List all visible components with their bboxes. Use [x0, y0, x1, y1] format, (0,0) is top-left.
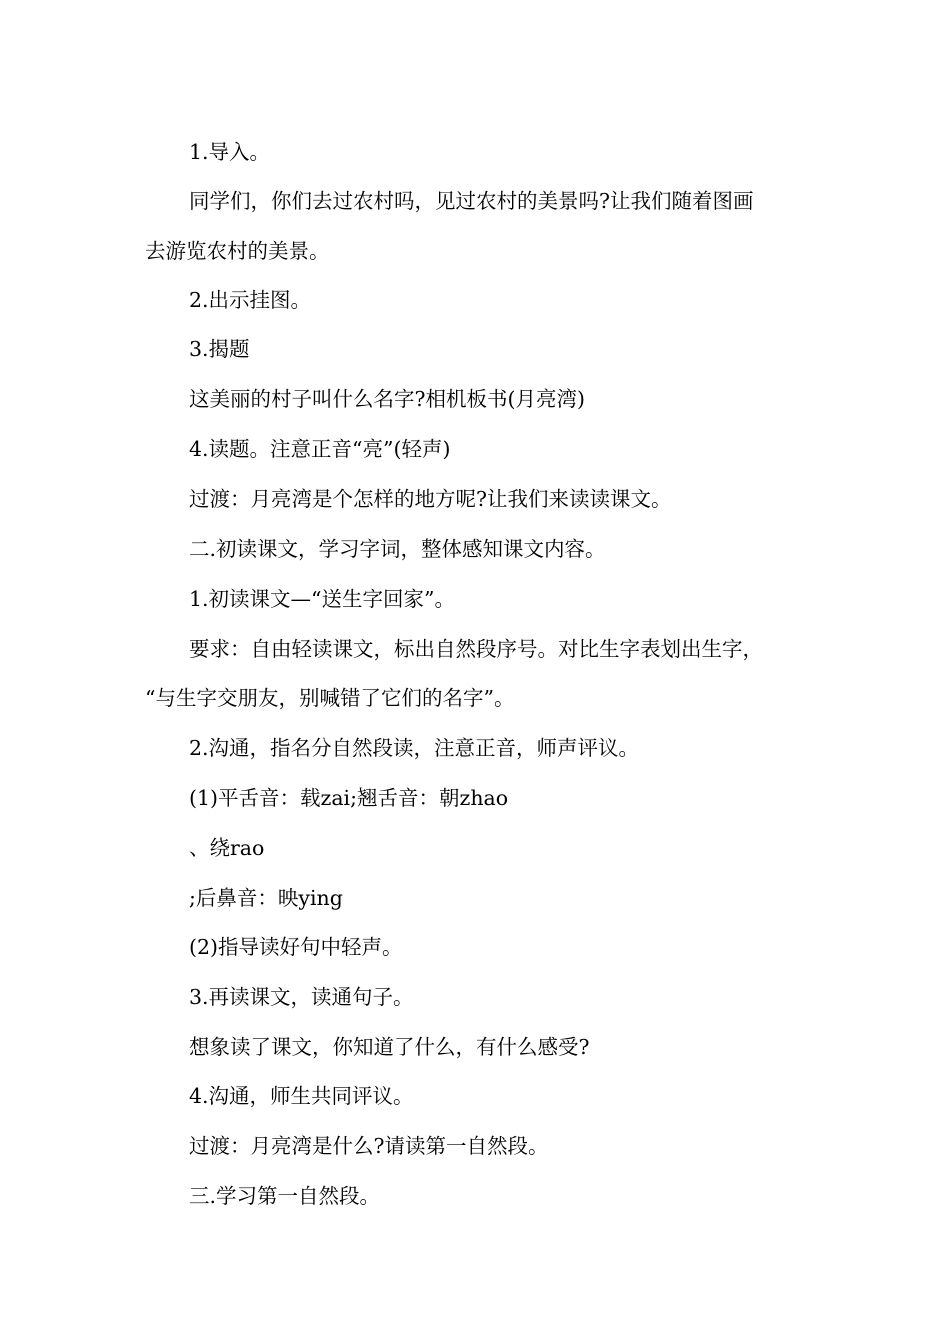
paragraph-line: 2.出示挂图。 [189, 288, 312, 312]
paragraph-line: 过渡：月亮湾是什么?请读第一自然段。 [189, 1134, 549, 1158]
paragraph-line: 同学们，你们去过农村吗，见过农村的美景吗?让我们随着图画 [189, 189, 754, 213]
paragraph-line: 1.初读课文—“送生字回家”。 [189, 587, 456, 611]
paragraph-line: (1)平舌音：载zai;翘舌音：朝zhao [189, 786, 509, 810]
paragraph-line: 三.学习第一自然段。 [189, 1184, 381, 1208]
paragraph-line: (2)指导读好句中轻声。 [189, 935, 403, 959]
paragraph-line: 4.沟通，师生共同评议。 [189, 1084, 414, 1108]
paragraph-line: 二.初读课文，学习字词，整体感知课文内容。 [189, 537, 606, 561]
paragraph-line: 想象读了课文，你知道了什么，有什么感受? [189, 1035, 590, 1059]
paragraph-line: 3.揭题 [189, 337, 250, 361]
paragraph-line: 这美丽的村子叫什么名字?相机板书(月亮湾) [189, 387, 585, 411]
paragraph-line: 4.读题。注意正音“亮”(轻声) [189, 437, 451, 461]
paragraph-line: 过渡：月亮湾是个怎样的地方呢?让我们来读读课文。 [189, 487, 672, 511]
paragraph-line: 3.再读课文，读通句子。 [189, 985, 414, 1009]
paragraph-line: 、绕rao [189, 836, 265, 860]
paragraph-line: ;后鼻音：映ying [189, 886, 343, 910]
paragraph-line: 1.导入。 [189, 140, 271, 164]
paragraph-line: “与生字交朋友，别喊错了它们的名字”。 [145, 686, 515, 710]
paragraph-line: 2.沟通，指名分自然段读，注意正音，师声评议。 [189, 736, 640, 760]
paragraph-line: 去游览农村的美景。 [145, 239, 330, 263]
paragraph-line: 要求：自由轻读课文，标出自然段序号。对比生字表划出生字， [189, 637, 763, 661]
